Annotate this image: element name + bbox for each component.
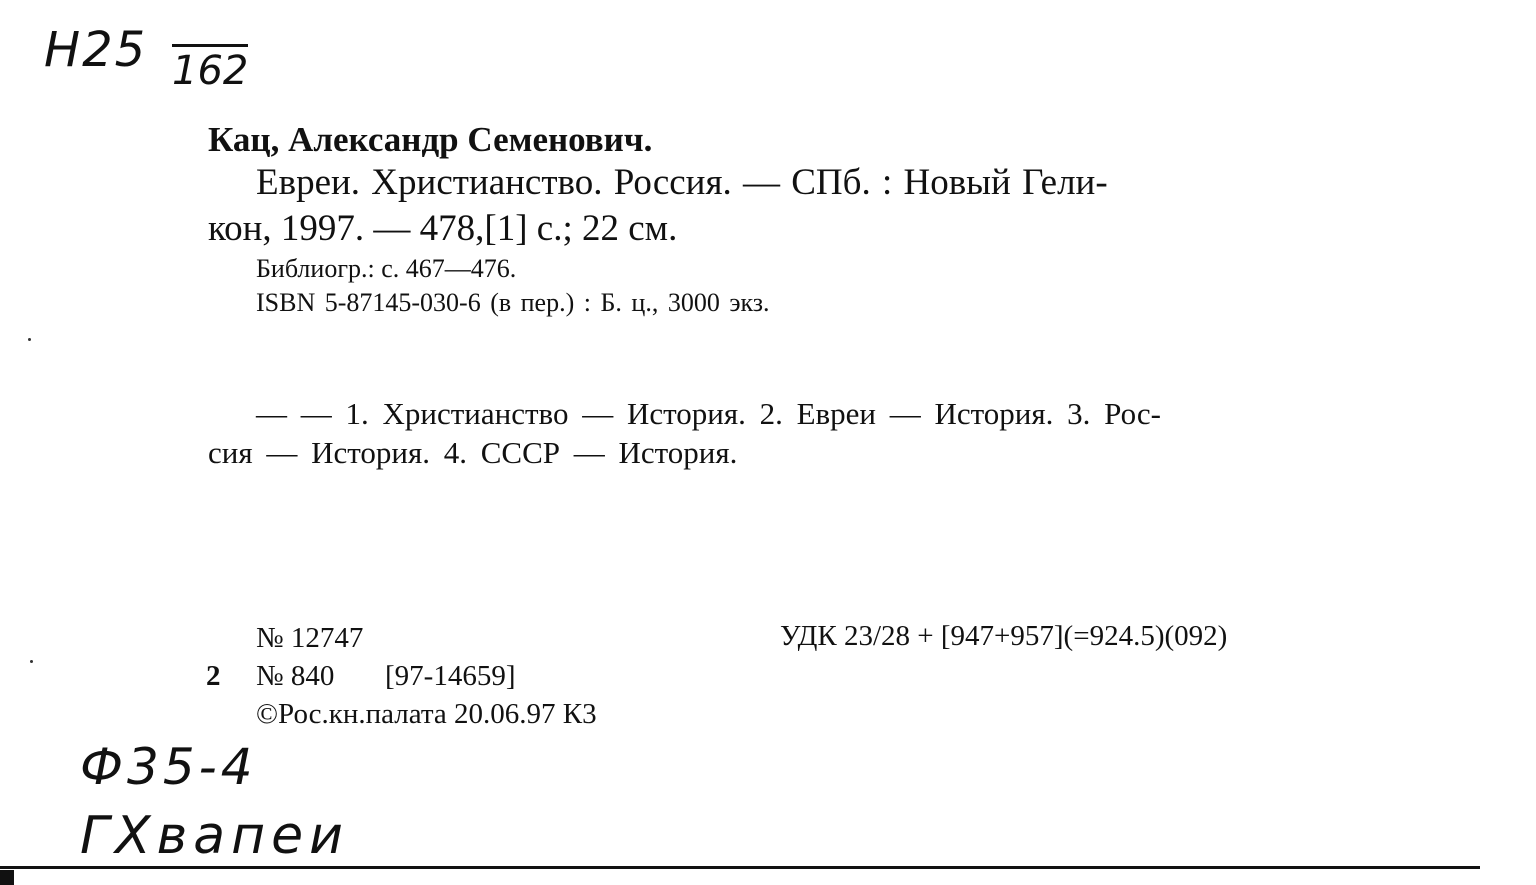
card-number-2: № 840 <box>256 660 335 692</box>
card-udk: УДК 23/28 + [947+957](=924.5)(092) <box>780 620 1228 652</box>
card-corner-mark <box>0 870 14 885</box>
card-subjects-line-2: сия — История. 4. СССР — История. <box>208 435 738 470</box>
card-subjects-line-1: — — 1. Христианство — История. 2. Евреи — История. 3. Рос- <box>256 396 1161 431</box>
card-book-chamber-stamp: ©Рос.кн.палата 20.06.97 К3 <box>256 698 597 730</box>
card-registration-number: [97-14659] <box>385 660 516 692</box>
handwritten-note-line-2: ГХвапеи <box>80 806 349 866</box>
card-title-line-2: кон, 1997. — 478,[1] с.; 22 см. <box>208 208 678 249</box>
handwritten-shelf-mark-bottom: 162 <box>172 44 248 95</box>
scan-speck <box>28 338 31 341</box>
card-isbn: ISBN 5-87145-030-6 (в пер.) : Б. ц., 3000 экз. <box>256 288 770 317</box>
card-copy-count: 2 <box>206 660 221 692</box>
handwritten-note-line-1: Ф35-4 <box>80 738 257 796</box>
card-title-line-1: Евреи. Христианство. Россия. — СПб. : Новый Гели- <box>256 162 1108 203</box>
card-number-1: № 12747 <box>256 622 364 654</box>
scan-speck <box>30 660 33 663</box>
handwritten-shelf-mark-top: Н25 <box>44 22 148 78</box>
card-bottom-edge <box>0 866 1480 869</box>
card-bibliography: Библиогр.: с. 467—476. <box>256 254 517 283</box>
card-author: Кац, Александр Семенович. <box>208 120 653 159</box>
